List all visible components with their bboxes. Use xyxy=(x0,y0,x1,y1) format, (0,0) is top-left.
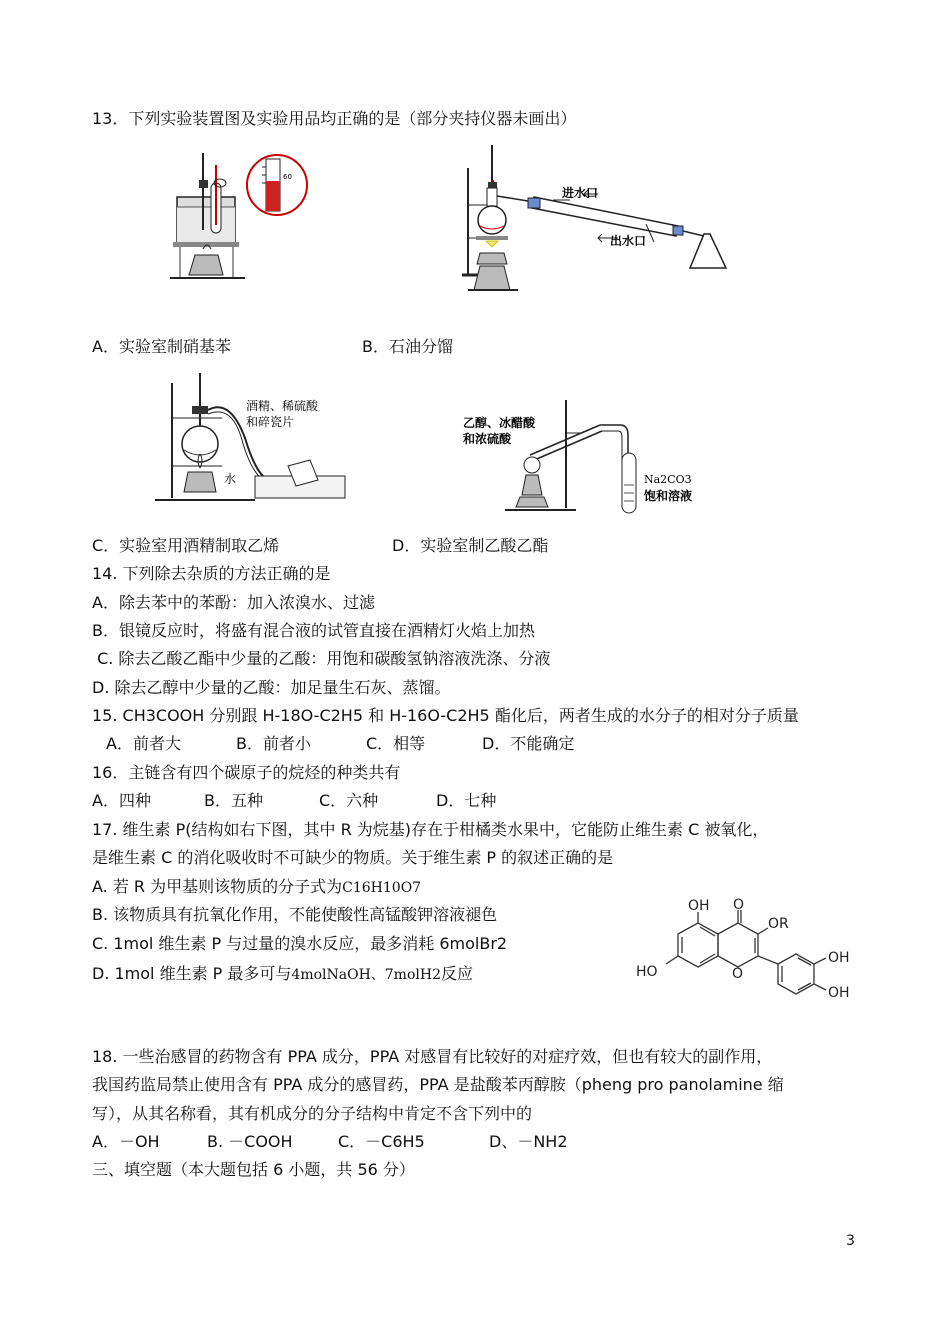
q13-option-d: D．实验室制乙酸乙酯 xyxy=(392,536,549,555)
struct-oh-right-1: OH xyxy=(828,950,850,966)
q18-option-c: C．－C6H5 xyxy=(338,1132,425,1151)
q18-line1: 18. 一些治感冒的药物含有 PPA 成分，PPA 对感冒有比较好的对症疗效，但也有较大的副作用， xyxy=(92,1047,773,1066)
vitamin-p-structure-diagram xyxy=(628,898,878,1008)
section-3-heading: 三、填空题（本大题包括 6 小题，共 56 分） xyxy=(92,1160,415,1179)
figure-b-distillation-apparatus xyxy=(458,140,728,300)
fig-c-reagent-line2: 和碎瓷片 xyxy=(246,415,295,429)
q14-option-a: A．除去苯中的苯酚：加入浓溴水、过滤 xyxy=(92,593,375,612)
fig-c-water-label: 水 xyxy=(224,472,237,486)
water-inlet-label: 进水口 xyxy=(562,186,599,200)
q18-line3: 写），从其名称看，其有机成分的分子结构中肯定不含下列中的 xyxy=(92,1104,533,1123)
fig-d-salt-label: Na2CO3 xyxy=(644,473,692,486)
q17-option-a-text: A. 若 R 为甲基则该物质的分子式为 xyxy=(92,877,343,896)
page-number: 3 xyxy=(846,1233,855,1249)
q16-stem: 16．主链含有四个碳原子的烷烃的种类共有 xyxy=(92,763,401,782)
q18-line2: 我国药监局禁止使用含有 PPA 成分的感冒药，PPA 是盐酸苯丙醇胺（pheng pro panolamine 缩 xyxy=(92,1075,784,1094)
q15-option-d: D．不能确定 xyxy=(482,734,575,753)
q16-option-d: D．七种 xyxy=(436,791,497,810)
q17-option-a-formula: C16H10O7 xyxy=(342,880,422,896)
q17-option-d xyxy=(92,963,473,986)
struct-oh-right-2: OH xyxy=(828,985,850,1001)
q14-option-d: D. 除去乙醇中少量的乙酸：加足量生石灰、蒸馏。 xyxy=(92,678,451,697)
q18-option-a: A．－OH xyxy=(92,1132,160,1151)
q14-option-c: C. 除去乙酸乙酯中少量的乙酸：用饱和碳酸氢钠溶液洗涤、分液 xyxy=(92,649,551,668)
q13-option-c: C．实验室用酒精制取乙烯 xyxy=(92,536,280,555)
q13-stem: 13．下列实验装置图及实验用品均正确的是（部分夹持仪器未画出） xyxy=(92,109,577,128)
struct-ho-left: HO xyxy=(636,964,658,980)
q14-stem: 14. 下列除去杂质的方法正确的是 xyxy=(92,564,331,583)
q17-option-c: C. 1mol 维生素 P 与过量的溴水反应，最多消耗 6molBr2 xyxy=(92,934,508,953)
struct-carbonyl-o: O xyxy=(733,898,745,913)
figure-a-nitrobenzene-apparatus xyxy=(165,145,310,285)
q15-option-a: A．前者大 xyxy=(106,734,181,753)
q17-option-d-suffix: 反应 xyxy=(440,964,473,983)
figure-d-ethyl-acetate-apparatus xyxy=(460,395,720,520)
water-outlet-label: 出水口 xyxy=(610,234,647,248)
q17-stem-line1: 17. 维生素 P(结构如右下图，其中 R 为烷基)存在于柑橘类水果中，它能防止维生素 C 被氧化， xyxy=(92,820,769,839)
q14-option-b: B．银镜反应时，将盛有混合液的试管直接在酒精灯火焰上加热 xyxy=(92,621,535,640)
fig-d-reagent-line1: 乙醇、冰醋酸 xyxy=(463,416,536,430)
q15-stem: 15. CH3COOH 分别跟 H-18O-C2H5 和 H-16O-C2H5 酯化后，两者生成的水分子的相对分子质量 xyxy=(92,706,799,725)
q17-option-b: B. 该物质具有抗氧化作用，不能使酸性高锰酸钾溶液褪色 xyxy=(92,905,498,924)
fig-c-reagent-line1: 酒精、稀硫酸 xyxy=(246,399,319,413)
q16-option-c: C．六种 xyxy=(319,791,379,810)
q17-option-d-text: D. 1mol 维生素 P 最多可与 xyxy=(92,964,292,983)
struct-or: OR xyxy=(768,916,789,932)
struct-oh-top: OH xyxy=(688,898,710,914)
q18-option-b: B. －COOH xyxy=(207,1132,293,1151)
figure-c-ethylene-apparatus xyxy=(150,368,360,508)
q17-option-a xyxy=(92,876,421,899)
thermometer-scale-label: 60 xyxy=(283,173,292,181)
q13-option-a: A．实验室制硝基苯 xyxy=(92,337,231,356)
fig-d-solution-label: 饱和溶液 xyxy=(644,489,693,503)
q13-option-b: B．石油分馏 xyxy=(362,337,453,356)
q15-option-b: B．前者小 xyxy=(236,734,311,753)
q16-option-a: A．四种 xyxy=(92,791,151,810)
q15-option-c: C．相等 xyxy=(366,734,426,753)
fig-d-reagent-line2: 和浓硫酸 xyxy=(463,432,512,446)
q16-option-b: B．五种 xyxy=(204,791,263,810)
struct-ring-o: O xyxy=(732,966,744,982)
q17-option-d-formula: 4molNaOH、7molH2 xyxy=(291,967,441,983)
q18-option-d: D、－NH2 xyxy=(489,1132,568,1151)
q17-stem-line2: 是维生素 C 的消化吸收时不可缺少的物质。关于维生素 P 的叙述正确的是 xyxy=(92,848,614,867)
